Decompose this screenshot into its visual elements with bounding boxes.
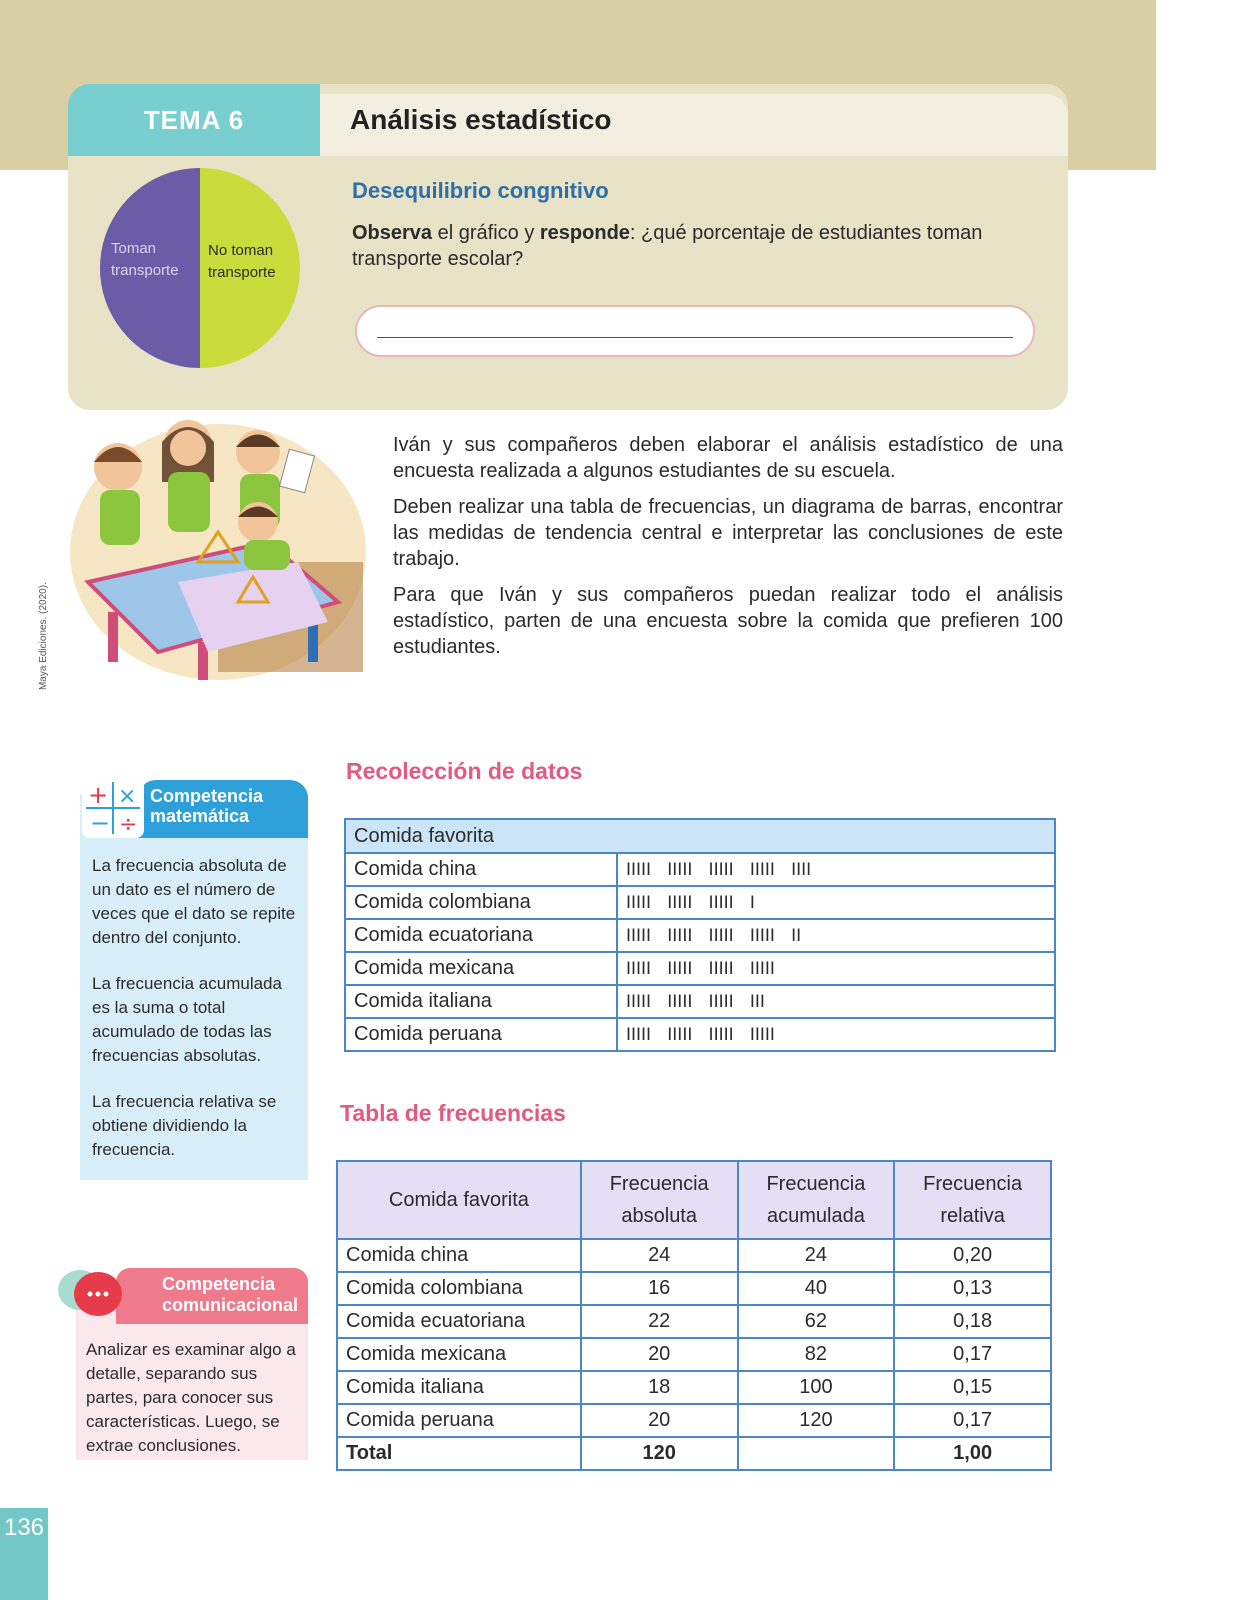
- answer-line: [377, 337, 1013, 338]
- tally-marks: IIIII IIIII IIIII IIIII: [617, 952, 1055, 985]
- total-absoluta: 120: [581, 1437, 738, 1470]
- warmup-question: [352, 220, 1002, 272]
- cell-food: Comida china: [337, 1239, 581, 1272]
- cell-food: Comida mexicana: [337, 1338, 581, 1371]
- tally-food-name: Comida mexicana: [345, 952, 617, 985]
- cell-absoluta: 16: [581, 1272, 738, 1305]
- question-bold-responde: responde: [539, 222, 630, 244]
- table-row: [345, 919, 1055, 952]
- table-row: [337, 1272, 1051, 1305]
- header-acumulada: Frecuencia acumulada: [738, 1161, 895, 1239]
- tally-marks: IIIII IIIII IIIII IIIII: [617, 1018, 1055, 1051]
- table-row: [345, 1018, 1055, 1051]
- svg-text:−: −: [90, 809, 111, 837]
- table-row: [345, 985, 1055, 1018]
- cell-relativa: 0,15: [894, 1371, 1051, 1404]
- frequency-table-header-row: [337, 1161, 1051, 1239]
- frequency-table: [336, 1160, 1052, 1471]
- intro-text: [393, 432, 1063, 670]
- cell-acumulada: 24: [738, 1239, 895, 1272]
- table-row: [337, 1305, 1051, 1338]
- chat-bubbles-icon: [56, 1262, 126, 1328]
- page-title: Análisis estadístico: [350, 104, 612, 135]
- students-illustration: [68, 412, 368, 680]
- tally-food-name: Comida china: [345, 853, 617, 886]
- intro-paragraph-3: Para que Iván y sus compañeros puedan realizar todo el análisis estadístico, parten de una encuesta sobre la comida que prefieren 100 estudiantes.: [393, 584, 1063, 658]
- pie-label-no-toman: [208, 240, 298, 284]
- pie-label-toman-text: Toman transporte: [111, 240, 179, 279]
- cell-acumulada: 82: [738, 1338, 895, 1371]
- total-row: [337, 1437, 1051, 1470]
- comp-com-title-line2: comunicacional: [162, 1295, 299, 1315]
- header-relativa: Frecuencia relativa: [894, 1161, 1051, 1239]
- svg-text:÷: ÷: [119, 812, 138, 837]
- tally-table-header-row: [345, 819, 1055, 853]
- cell-relativa: 0,17: [894, 1404, 1051, 1437]
- total-relativa: 1,00: [894, 1437, 1051, 1470]
- tally-marks: IIIII IIIII IIIII IIIII II: [617, 919, 1055, 952]
- tally-marks: IIIII IIIII IIIII I: [617, 886, 1055, 919]
- image-credit: Maya Ediciones. (2020).: [38, 582, 49, 690]
- cell-acumulada: 120: [738, 1404, 895, 1437]
- table-row: [345, 853, 1055, 886]
- cell-acumulada: 40: [738, 1272, 895, 1305]
- table-row: [345, 952, 1055, 985]
- cell-absoluta: 20: [581, 1404, 738, 1437]
- total-label: Total: [337, 1437, 581, 1470]
- competencia-comunicacional-title: [116, 1268, 308, 1324]
- total-acumulada: [738, 1437, 895, 1470]
- comp-mat-title-line2: matemática: [150, 806, 250, 826]
- table-row: [345, 886, 1055, 919]
- cell-absoluta: 24: [581, 1239, 738, 1272]
- table-row: [337, 1371, 1051, 1404]
- competencia-comunicacional-box: [76, 1274, 308, 1460]
- cell-food: Comida colombiana: [337, 1272, 581, 1305]
- competencia-matematica-box: [80, 781, 308, 1180]
- math-operations-icon: [82, 778, 144, 838]
- tally-food-name: Comida colombiana: [345, 886, 617, 919]
- cell-absoluta: 18: [581, 1371, 738, 1404]
- frecuencias-title: Tabla de frecuencias: [340, 1100, 566, 1126]
- cell-food: Comida italiana: [337, 1371, 581, 1404]
- tally-marks: IIIII IIIII IIIII IIIII IIII: [617, 853, 1055, 886]
- cell-food: Comida peruana: [337, 1404, 581, 1437]
- header-comida: Comida favorita: [337, 1161, 581, 1239]
- cell-relativa: 0,20: [894, 1239, 1051, 1272]
- intro-paragraph-2: Deben realizar una tabla de frecuencias, un diagrama de barras, encontrar las medidas de tendencia central e interpretar las conclusiones de este trabajo.: [393, 496, 1063, 570]
- tally-food-name: Comida italiana: [345, 985, 617, 1018]
- intro-paragraph-1: Iván y sus compañeros deben elaborar el análisis estadístico de una encuesta realizada a algunos estudiantes de su escuela.: [393, 434, 1063, 482]
- tema-tab: TEMA 6: [68, 84, 320, 156]
- svg-text:×: ×: [118, 784, 137, 809]
- warmup-heading: Desequilibrio congnitivo: [352, 178, 609, 203]
- comp-mat-p3: La frecuencia relativa se obtiene dividiendo la frecuencia.: [92, 1092, 277, 1159]
- tally-table-header: Comida favorita: [345, 819, 1055, 853]
- answer-field[interactable]: [355, 305, 1035, 357]
- comp-mat-title-line1: Competencia: [150, 786, 264, 806]
- pie-label-toman: [111, 238, 191, 282]
- question-rest: : ¿qué porcentaje de estudiantes toman transporte escolar?: [352, 222, 983, 270]
- table-row: [337, 1338, 1051, 1371]
- table-row: [337, 1404, 1051, 1437]
- cell-relativa: 0,18: [894, 1305, 1051, 1338]
- header-absoluta: Frecuencia absoluta: [581, 1161, 738, 1239]
- tally-marks: IIIII IIIII IIIII III: [617, 985, 1055, 1018]
- comp-com-title-line1: Competencia: [162, 1274, 276, 1294]
- cell-absoluta: 22: [581, 1305, 738, 1338]
- cell-food: Comida ecuatoriana: [337, 1305, 581, 1338]
- table-row: [337, 1239, 1051, 1272]
- tally-food-name: Comida peruana: [345, 1018, 617, 1051]
- cell-relativa: 0,13: [894, 1272, 1051, 1305]
- cell-relativa: 0,17: [894, 1338, 1051, 1371]
- tally-table: [344, 818, 1056, 1052]
- question-mid: el gráfico y: [432, 222, 540, 244]
- competencia-matematica-text: [92, 854, 298, 1184]
- competencia-matematica-title: [138, 780, 308, 838]
- comp-mat-p2: La frecuencia acumulada es la suma o total acumulado de todas las frecuencias absolutas.: [92, 974, 282, 1065]
- page-number: 136: [0, 1508, 48, 1600]
- question-bold-observa: Observa: [352, 222, 433, 244]
- competencia-comunicacional-text: Analizar es examinar algo a detalle, separando sus partes, para conocer sus características. Luego, se extrae conclusiones.: [86, 1340, 296, 1455]
- comp-mat-p1: La frecuencia absoluta de un dato es el número de veces que el dato se repite dentro del conjunto.: [92, 856, 296, 947]
- cell-acumulada: 100: [738, 1371, 895, 1404]
- tally-food-name: Comida ecuatoriana: [345, 919, 617, 952]
- recoleccion-title: Recolección de datos: [346, 758, 583, 784]
- cell-absoluta: 20: [581, 1338, 738, 1371]
- right-margin: [1156, 0, 1236, 1600]
- svg-text:+: +: [88, 781, 109, 809]
- cell-acumulada: 62: [738, 1305, 895, 1338]
- pie-label-no-toman-text: No toman transporte: [208, 242, 276, 281]
